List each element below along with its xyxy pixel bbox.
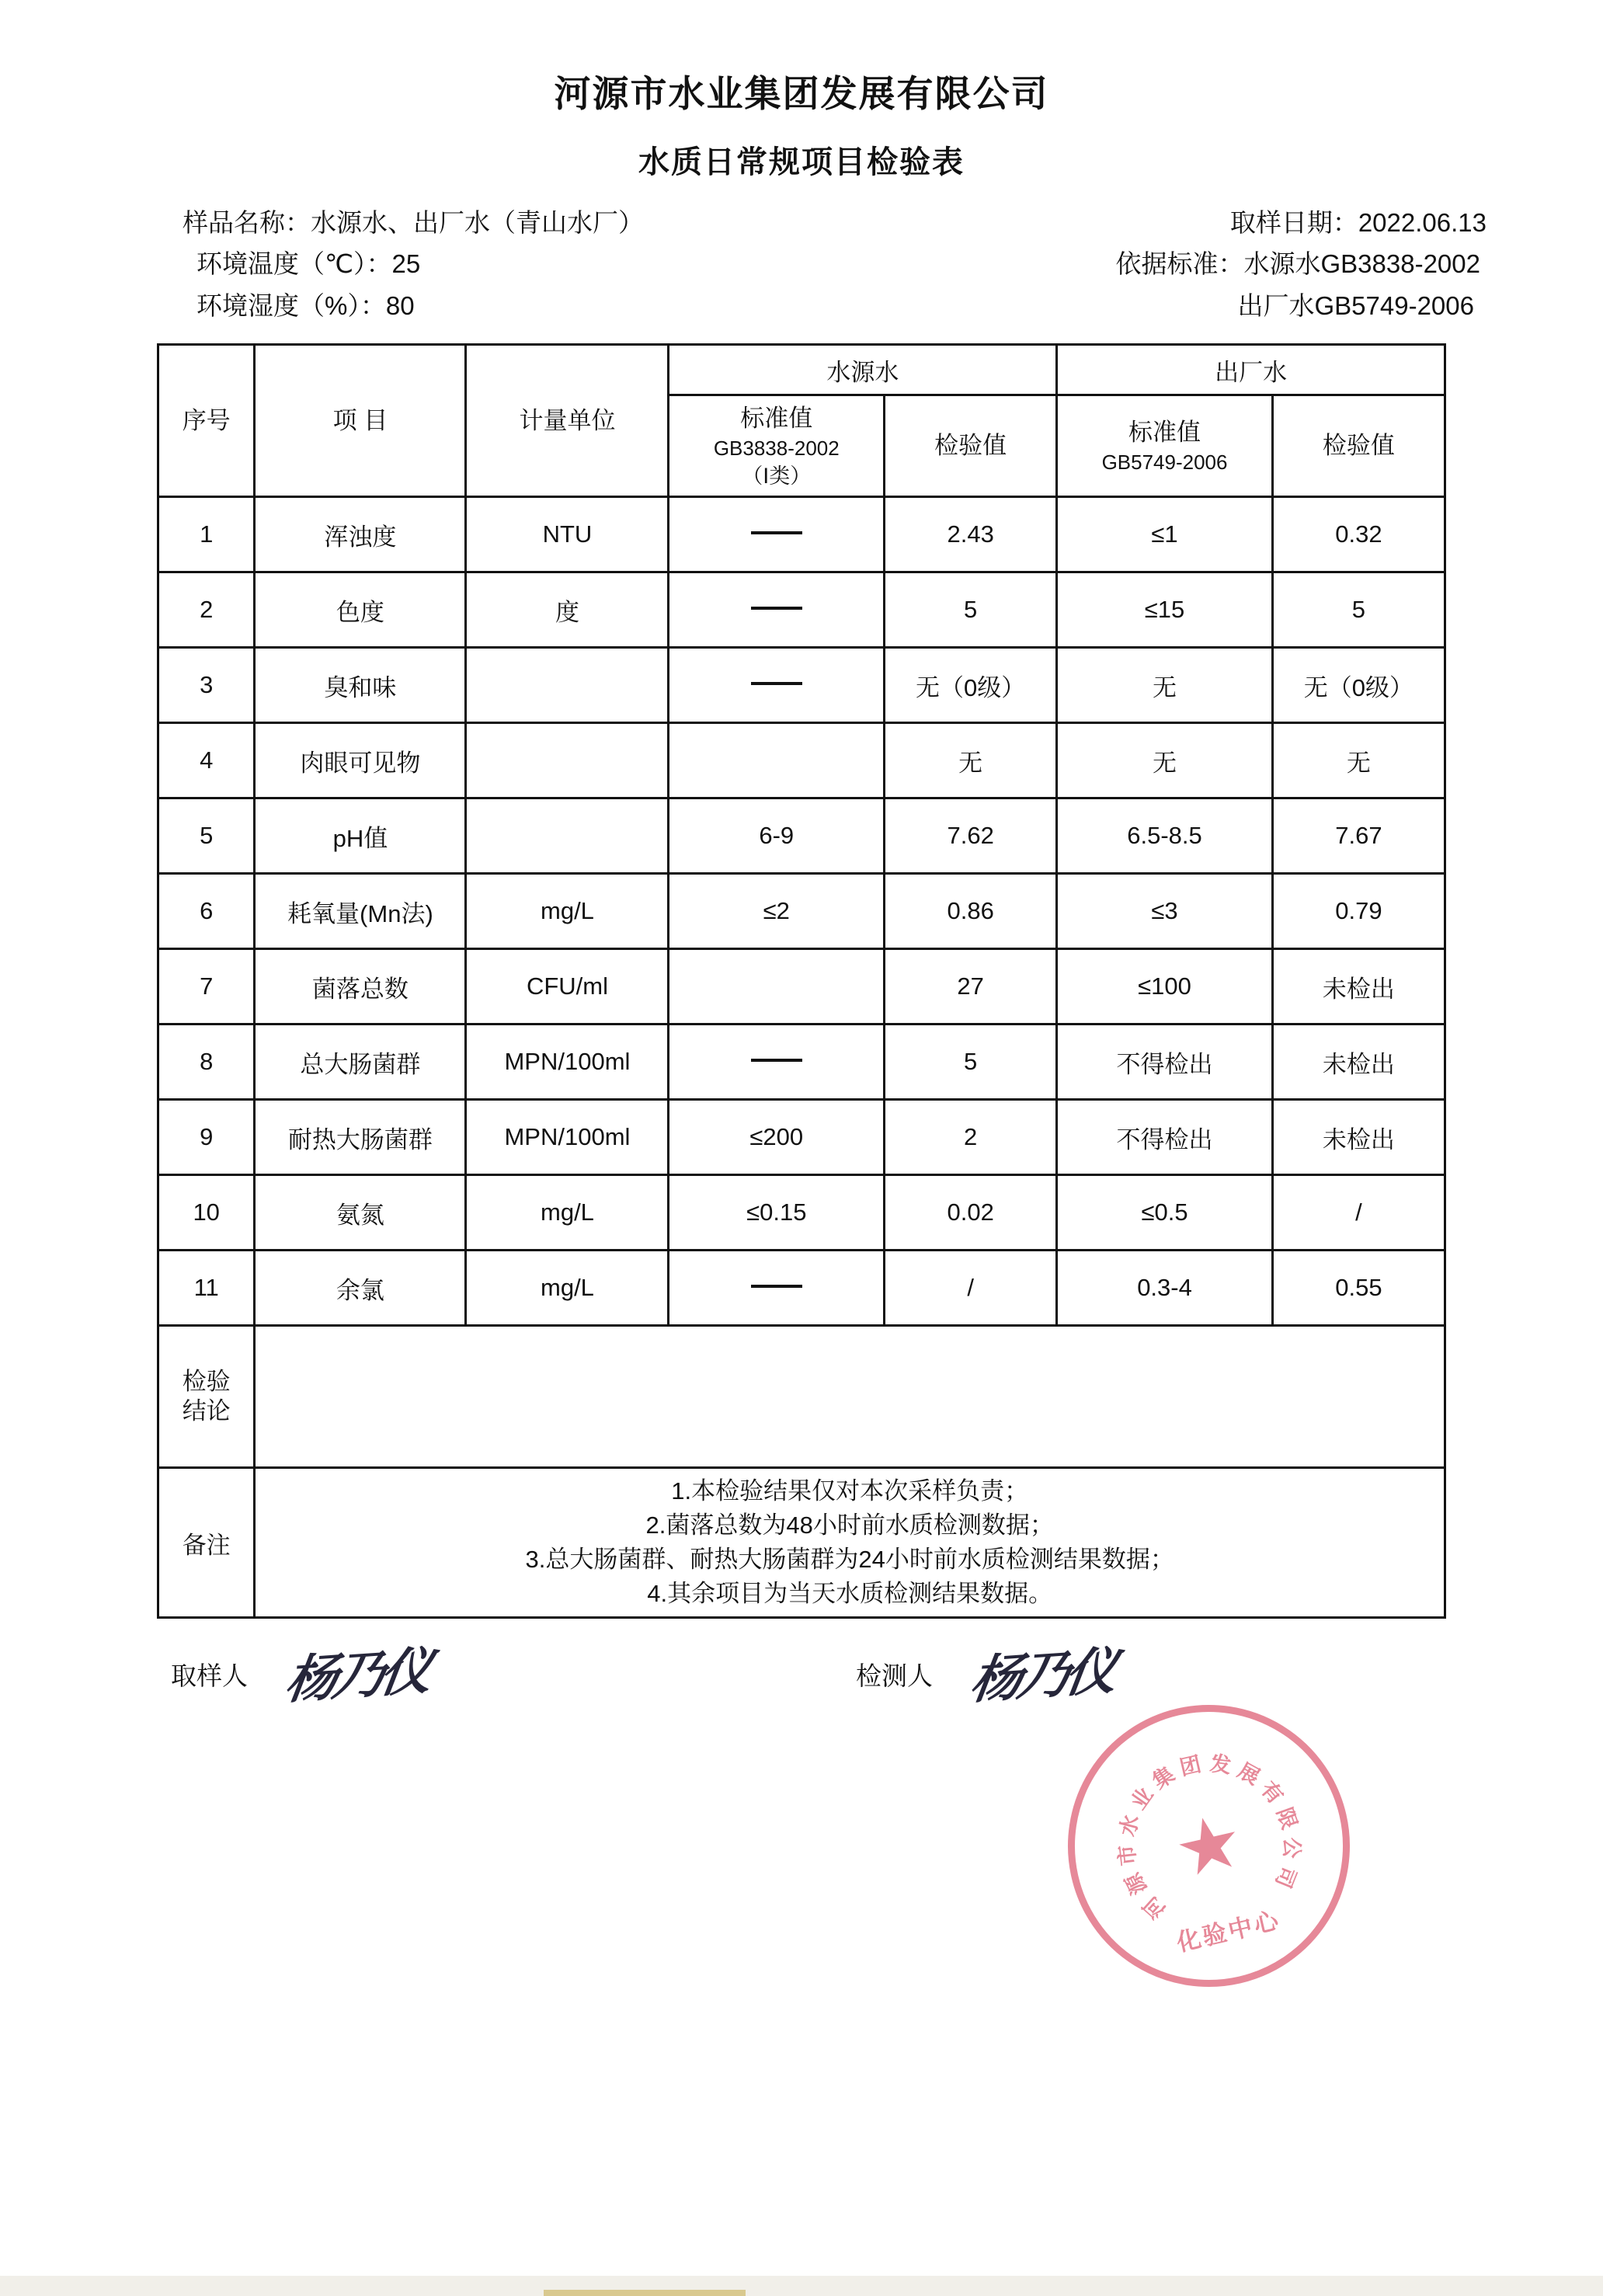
empty-dash xyxy=(751,682,802,685)
th-source-standard-l2: GB3838-2002 xyxy=(713,436,840,460)
results-table-wrapper xyxy=(157,343,1446,1619)
metadata-block xyxy=(0,202,1603,326)
table-row xyxy=(158,723,1445,798)
row-finished-value: 0.32 xyxy=(1272,497,1445,572)
empty-dash xyxy=(751,1059,802,1062)
row-index: 8 xyxy=(158,1025,255,1100)
row-source-standard xyxy=(669,949,885,1025)
row-source-value: 无 xyxy=(885,723,1057,798)
table-row xyxy=(158,648,1445,723)
page-bottom-edge xyxy=(0,2276,1603,2296)
row-finished-standard: ≤100 xyxy=(1057,949,1273,1025)
row-unit: MPN/100ml xyxy=(466,1100,669,1175)
row-source-value: 2.43 xyxy=(885,497,1057,572)
environment-humidity: 环境湿度（%）：80 xyxy=(196,290,415,320)
row-item-name: 臭和味 xyxy=(255,648,466,723)
row-source-standard xyxy=(669,1251,885,1326)
seal-arc-char: 业 xyxy=(1125,1783,1158,1814)
sample-date: 取样日期：2022.06.13 xyxy=(1229,208,1487,237)
seal-arc-char: 公 xyxy=(1279,1836,1303,1859)
row-finished-standard: ≤1 xyxy=(1057,497,1273,572)
row-finished-standard: 不得检出 xyxy=(1057,1100,1273,1175)
row-source-value: 0.02 xyxy=(885,1175,1057,1251)
row-source-value: 5 xyxy=(885,572,1057,648)
document-title: 水质日常规项目检验表 xyxy=(638,145,965,179)
row-index: 3 xyxy=(158,648,255,723)
row-index: 5 xyxy=(158,798,255,874)
table-row xyxy=(158,1100,1445,1175)
row-index: 1 xyxy=(158,497,255,572)
tester-signature: 杨乃仪 xyxy=(966,1644,1117,1710)
row-unit xyxy=(466,798,669,874)
row-source-value: / xyxy=(885,1251,1057,1326)
row-index: 2 xyxy=(158,572,255,648)
remark-row xyxy=(158,1468,1445,1618)
row-finished-value: 未检出 xyxy=(1272,1100,1445,1175)
row-finished-value: 7.67 xyxy=(1272,798,1445,874)
row-index: 9 xyxy=(158,1100,255,1175)
meta-row-humidity xyxy=(183,285,1487,326)
row-source-standard xyxy=(669,648,885,723)
document-header xyxy=(0,0,1603,182)
row-finished-standard: ≤0.5 xyxy=(1057,1175,1273,1251)
row-index: 6 xyxy=(158,874,255,949)
table-row xyxy=(158,798,1445,874)
row-unit: NTU xyxy=(466,497,669,572)
row-item-name: 菌落总数 xyxy=(255,949,466,1025)
row-item-name: 肉眼可见物 xyxy=(255,723,466,798)
table-row xyxy=(158,1025,1445,1100)
row-item-name: 浑浊度 xyxy=(255,497,466,572)
row-item-name: pH值 xyxy=(255,798,466,874)
row-finished-value: / xyxy=(1272,1175,1445,1251)
row-source-standard xyxy=(669,497,885,572)
seal-arc-char: 河 xyxy=(1138,1891,1170,1923)
th-unit: 计量单位 xyxy=(466,345,669,497)
seal-arc-char: 市 xyxy=(1114,1843,1140,1867)
row-finished-value: 0.79 xyxy=(1272,874,1445,949)
sampler-signature: 杨乃仪 xyxy=(281,1644,432,1710)
row-finished-value: 未检出 xyxy=(1272,1025,1445,1100)
page-bottom-marker xyxy=(544,2290,746,2296)
seal-arc-char: 发 xyxy=(1208,1751,1233,1778)
table-group-header-row xyxy=(158,345,1445,395)
row-source-standard xyxy=(669,723,885,798)
row-item-name: 耗氧量(Mn法) xyxy=(255,874,466,949)
row-finished-value: 0.55 xyxy=(1272,1251,1445,1326)
row-source-standard xyxy=(669,572,885,648)
row-finished-standard: ≤3 xyxy=(1057,874,1273,949)
row-source-value: 无（0级） xyxy=(885,648,1057,723)
seal-arc-char: 源 xyxy=(1120,1869,1151,1898)
row-unit: 度 xyxy=(466,572,669,648)
seal-arc-char: 展 xyxy=(1233,1758,1264,1790)
row-unit: CFU/ml xyxy=(466,949,669,1025)
row-source-value: 5 xyxy=(885,1025,1057,1100)
th-source-standard-l1: 标准值 xyxy=(740,404,813,432)
row-finished-standard: 无 xyxy=(1057,648,1273,723)
row-finished-standard: 无 xyxy=(1057,723,1273,798)
remark-label: 备注 xyxy=(158,1468,255,1618)
row-finished-standard: 6.5-8.5 xyxy=(1057,798,1273,874)
seal-arc-char: 团 xyxy=(1177,1752,1204,1779)
row-finished-value: 5 xyxy=(1272,572,1445,648)
remark-line: 4.其余项目为当天水质检测结果数据。 xyxy=(647,1580,1053,1608)
row-source-value: 0.86 xyxy=(885,874,1057,949)
seal-bottom-text: 化验中心 xyxy=(1174,1906,1284,1957)
th-group-finished-water: 出厂水 xyxy=(1057,345,1445,395)
row-source-value: 7.62 xyxy=(885,798,1057,874)
row-item-name: 色度 xyxy=(255,572,466,648)
row-finished-value: 未检出 xyxy=(1272,949,1445,1025)
row-item-name: 余氯 xyxy=(255,1251,466,1326)
row-index: 11 xyxy=(158,1251,255,1326)
company-name: 河源市水业集团发展有限公司 xyxy=(554,73,1049,114)
remark-line: 2.菌落总数为48小时前水质检测数据； xyxy=(645,1512,1054,1539)
th-finished-standard-l1: 标准值 xyxy=(1128,418,1201,446)
empty-dash xyxy=(751,607,802,610)
seal-arc-char: 司 xyxy=(1270,1863,1300,1891)
table-body xyxy=(158,497,1445,1326)
row-unit: mg/L xyxy=(466,1251,669,1326)
th-source-standard-l3: （Ⅰ类） xyxy=(742,464,812,488)
standard-finished-water: 出厂水GB5749-2006 xyxy=(1237,290,1474,320)
row-index: 7 xyxy=(158,949,255,1025)
th-item: 项 目 xyxy=(255,345,466,497)
environment-temperature: 环境温度（℃）：25 xyxy=(196,249,421,279)
table-row xyxy=(158,1251,1445,1326)
row-unit: mg/L xyxy=(466,874,669,949)
table-row xyxy=(158,572,1445,648)
empty-dash xyxy=(751,1285,802,1288)
row-item-name: 总大肠菌群 xyxy=(255,1025,466,1100)
row-source-standard xyxy=(669,1025,885,1100)
row-finished-standard: ≤15 xyxy=(1057,572,1273,648)
th-finished-standard-l2: GB5749-2006 xyxy=(1101,450,1228,474)
conclusion-label-l1: 检验 xyxy=(182,1367,231,1395)
th-finished-standard xyxy=(1057,395,1273,497)
row-finished-standard: 0.3-4 xyxy=(1057,1251,1273,1326)
meta-row-sample xyxy=(183,202,1487,243)
empty-dash xyxy=(751,531,802,534)
conclusion-row xyxy=(158,1326,1445,1468)
row-unit: mg/L xyxy=(466,1175,669,1251)
row-unit xyxy=(466,648,669,723)
row-unit: MPN/100ml xyxy=(466,1025,669,1100)
th-finished-value: 检验值 xyxy=(1272,395,1445,497)
row-source-value: 27 xyxy=(885,949,1057,1025)
conclusion-label xyxy=(158,1326,255,1468)
th-group-source-water: 水源水 xyxy=(669,345,1057,395)
row-source-value: 2 xyxy=(885,1100,1057,1175)
seal-arc-char: 限 xyxy=(1271,1804,1301,1832)
row-index: 4 xyxy=(158,723,255,798)
table-row xyxy=(158,497,1445,572)
seal-arc-char: 水 xyxy=(1114,1812,1143,1839)
standard-source-water: 依据标准：水源水GB3838-2002 xyxy=(1115,249,1480,279)
row-unit xyxy=(466,723,669,798)
row-finished-value: 无（0级） xyxy=(1272,648,1445,723)
conclusion-text xyxy=(255,1326,1445,1468)
meta-row-temperature xyxy=(183,243,1487,284)
results-table xyxy=(157,343,1446,1619)
seal-arc-char: 集 xyxy=(1147,1762,1179,1793)
remark-text xyxy=(255,1468,1445,1618)
remark-line: 3.总大肠菌群、耐热大肠菌群为24小时前水质检测结果数据； xyxy=(525,1546,1174,1574)
th-source-standard xyxy=(669,395,885,497)
seal-arc-char: 有 xyxy=(1255,1776,1288,1808)
row-source-standard: ≤2 xyxy=(669,874,885,949)
sampler-label: 取样人 xyxy=(171,1661,248,1691)
table-row xyxy=(158,1175,1445,1251)
th-source-value: 检验值 xyxy=(885,395,1057,497)
sample-name: 样品名称：水源水、出厂水（青山水厂） xyxy=(183,208,644,237)
row-finished-standard: 不得检出 xyxy=(1057,1025,1273,1100)
row-item-name: 氨氮 xyxy=(255,1175,466,1251)
tester-label: 检测人 xyxy=(856,1661,933,1691)
row-index: 10 xyxy=(158,1175,255,1251)
table-row xyxy=(158,949,1445,1025)
row-finished-value: 无 xyxy=(1272,723,1445,798)
conclusion-label-l2: 结论 xyxy=(182,1397,231,1425)
remark-line: 1.本检验结果仅对本次采样负责； xyxy=(671,1477,1029,1505)
row-source-standard: ≤0.15 xyxy=(669,1175,885,1251)
row-item-name: 耐热大肠菌群 xyxy=(255,1100,466,1175)
th-index: 序号 xyxy=(158,345,255,497)
table-row xyxy=(158,874,1445,949)
row-source-standard: ≤200 xyxy=(669,1100,885,1175)
signature-area xyxy=(157,1642,1446,1735)
row-source-standard: 6-9 xyxy=(669,798,885,874)
seal-star-icon: ★ xyxy=(1167,1797,1251,1894)
